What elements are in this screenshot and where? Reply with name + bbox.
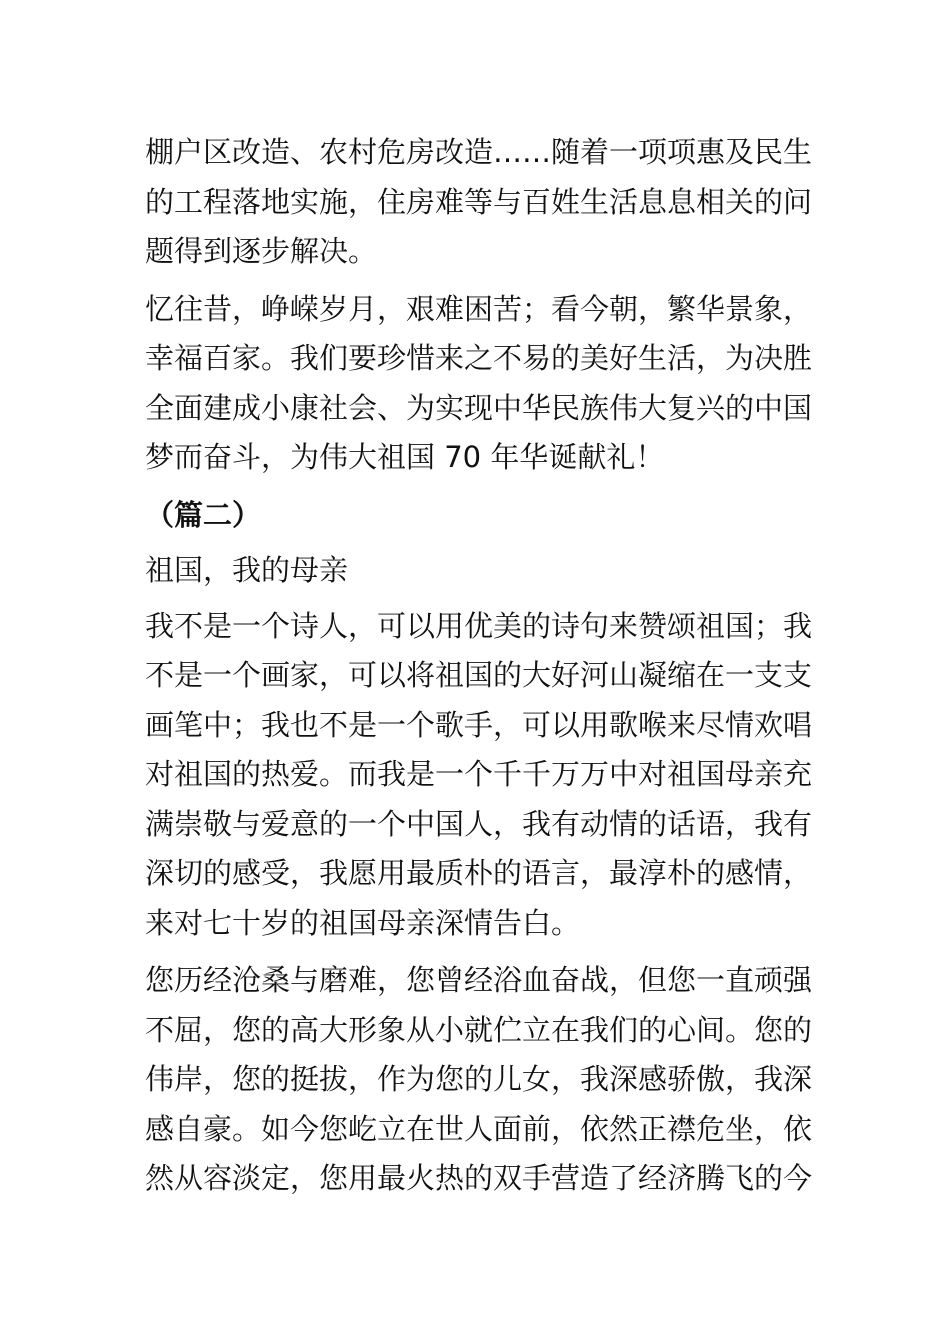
- text-line: 来对七十岁的祖国母亲深情告白。: [145, 905, 581, 940]
- text-line: 您历经沧桑与磨难，您曾经浴血奋战，但您一直顽强: [145, 963, 813, 997]
- paragraph-4: [145, 956, 813, 1204]
- paragraph-1: [145, 128, 813, 277]
- text-line: 全面建成小康社会、为实现中华民族伟大复兴的中国: [145, 390, 813, 425]
- text-line: 满崇敬与爱意的一个中国人，我有动情的话语，我有: [145, 806, 813, 841]
- paragraph-3: [145, 602, 813, 949]
- text-line: 不是一个画家，可以将祖国的大好河山凝缩在一支支: [145, 658, 813, 692]
- paragraph-2: [145, 285, 813, 483]
- text-line: 画笔中；我也不是一个歌手，可以用歌喉来尽情欢唱: [145, 707, 813, 742]
- text-line: 伟岸，您的挺拔，作为您的儿女，我深感骄傲，我深: [145, 1062, 813, 1096]
- text-line: 梦而奋斗，为伟大祖国 70 年华诞献礼！: [145, 440, 665, 474]
- section-heading: （篇二）: [145, 497, 262, 532]
- text-line: 幸福百家。我们要珍惜来之不易的美好生活，为决胜: [145, 341, 813, 375]
- document-page: [145, 128, 813, 1212]
- article-title: 祖国，我的母亲: [145, 553, 349, 587]
- text-line: 的工程落地实施，住房难等与百姓生活息息相关的问: [145, 184, 813, 219]
- text-line: 不屈，您的高大形象从小就伫立在我们的心间。您的: [145, 1012, 813, 1047]
- text-line: 题得到逐步解决。: [145, 234, 378, 268]
- text-line: 感自豪。如今您屹立在世人面前，依然正襟危坐，依: [145, 1111, 813, 1146]
- text-line: 棚户区改造、农村危房改造……随着一项项惠及民生: [145, 135, 813, 169]
- text-line: 对祖国的热爱。而我是一个千千万万中对祖国母亲充: [145, 757, 813, 791]
- text-line: 忆往昔，峥嵘岁月，艰难困苦；看今朝，繁华景象，: [145, 291, 813, 326]
- text-line: 我不是一个诗人，可以用优美的诗句来赞颂祖国；我: [145, 608, 813, 643]
- text-line: 然从容淡定，您用最火热的双手营造了经济腾飞的今: [145, 1161, 813, 1195]
- text-line: 深切的感受，我愿用最质朴的语言，最淳朴的感情，: [145, 856, 813, 890]
